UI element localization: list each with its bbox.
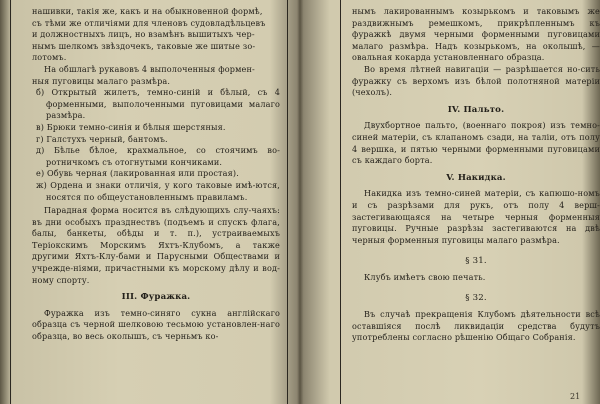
text-line: съ тѣми же отличіями для членовъ судовладѣльцевъ (32, 17, 266, 28)
section-heading-cape: V. Накидка. (446, 172, 506, 183)
item-tie: г) Галстухъ черный, бантомъ. (36, 133, 168, 144)
cap-continuation: нымъ лакированнымъ козырькомъ и таковымъ же раздвижнымъ ремешкомъ, прикрѣпленнымъ къ фуражкѣ двумя черными форменными пуговицами малаго размѣра. Надъ козырькомъ, на околышѣ, — овальная кокарда установленнаго образца. (352, 6, 600, 63)
item-trousers: в) Брюки темно-синія и бѣлыя шерстяныя. (36, 121, 226, 132)
liquidation-paragraph: Въ случаѣ прекращенія Клубомъ дѣятельности всѣ оставшіяся послѣ ликвидаціи средства будутъ употреблены согласно рѣшенію Общаго Собранія. (352, 309, 600, 343)
text-line: лотомъ. (32, 52, 67, 63)
section-heading-coat: IV. Пальто. (447, 104, 505, 115)
text-line: нымъ шелкомъ звѣздочекъ, таковые же шитые зо- (32, 40, 256, 51)
right-page (300, 0, 600, 404)
item-orders: ж) Ордена и знаки отличія, у кого таковые имѣ-ются, носятся по общеустановленнымъ правиламъ. (36, 179, 280, 202)
sleeves-line: ныя пуговицы малаго размѣра. (32, 75, 171, 86)
paragraph-number-31: § 31. (465, 256, 487, 267)
item-linen: д) Бѣлье бѣлое, крахмальное, со стоячимъ во-ротничкомъ съ отогнутыми кончиками. (36, 145, 280, 167)
section-heading-cap: III. Фуражка. (121, 292, 191, 303)
left-page-text (32, 6, 280, 343)
paragraph-number-32: § 32. (465, 293, 487, 304)
sleeves-line: На обшлагѣ рукавовъ 4 выполоченныя формен- (44, 63, 255, 74)
right-page-text (352, 6, 600, 344)
text-line: и должностныхъ лицъ, но взамѣнъ вышитыхъ чер- (32, 29, 255, 40)
summer-paragraph: Во время лѣтней навигаціи — разрѣшается но-сить фуражку съ верхомъ изъ бѣлой полотняной матеріи (чехолъ). (352, 63, 600, 98)
cape-paragraph: Накидка изъ темно-синей матеріи, съ капюшо-номъ и съ разрѣзами для рукъ, отъ полу 4 верш-застегивающаяся на четыре черныя форменныя пуговицы. Ручные разрѣзы застегиваются на двѣ черныя форменныя пуговицы малаго размѣра. (352, 188, 600, 245)
text-line: нашивки, такія же, какъ и на обыкновенной формѣ, (32, 6, 263, 16)
parade-paragraph: Парадная форма носится въ слѣдующихъ слу-чаяхъ: въ дни особыхъ празднествъ (подъемъ и спускъ флага, балы, банкеты, обѣды и т. п.), устраиваемыхъ Теріокскимъ Морскимъ Яхтъ-Клубомъ, а также другими Яхтъ-Клу-бами и Парусными Обществами и учрежде-ніями, причастными къ морскому дѣлу и вод-ному спорту. (32, 205, 280, 285)
coat-paragraph: Двухбортное пальто, (военнаго покроя) изъ темно-синей матеріи, съ клапаномъ сзади, на таліи, отъ полу 4 вершка, и пятью черными форменными пуговицами съ каждаго борта. (352, 120, 600, 166)
seal-paragraph: Клубъ имѣетъ свою печать. (364, 271, 486, 282)
page-number: 21 (570, 392, 581, 401)
item-vest: б) Открытый жилетъ, темно-синій и бѣлый, съ 4 форменными, выполоченными пуговицами малаго размѣра. (36, 87, 280, 121)
item-shoes: е) Обувь черная (лакированная или простая). (36, 168, 239, 179)
cap-paragraph: Фуражка изъ темно-синяго сукна англійскаго образца съ черной шелковою тесьмою установлен-наго образца, во весь околышъ, съ черньмъ ко- (32, 307, 280, 342)
